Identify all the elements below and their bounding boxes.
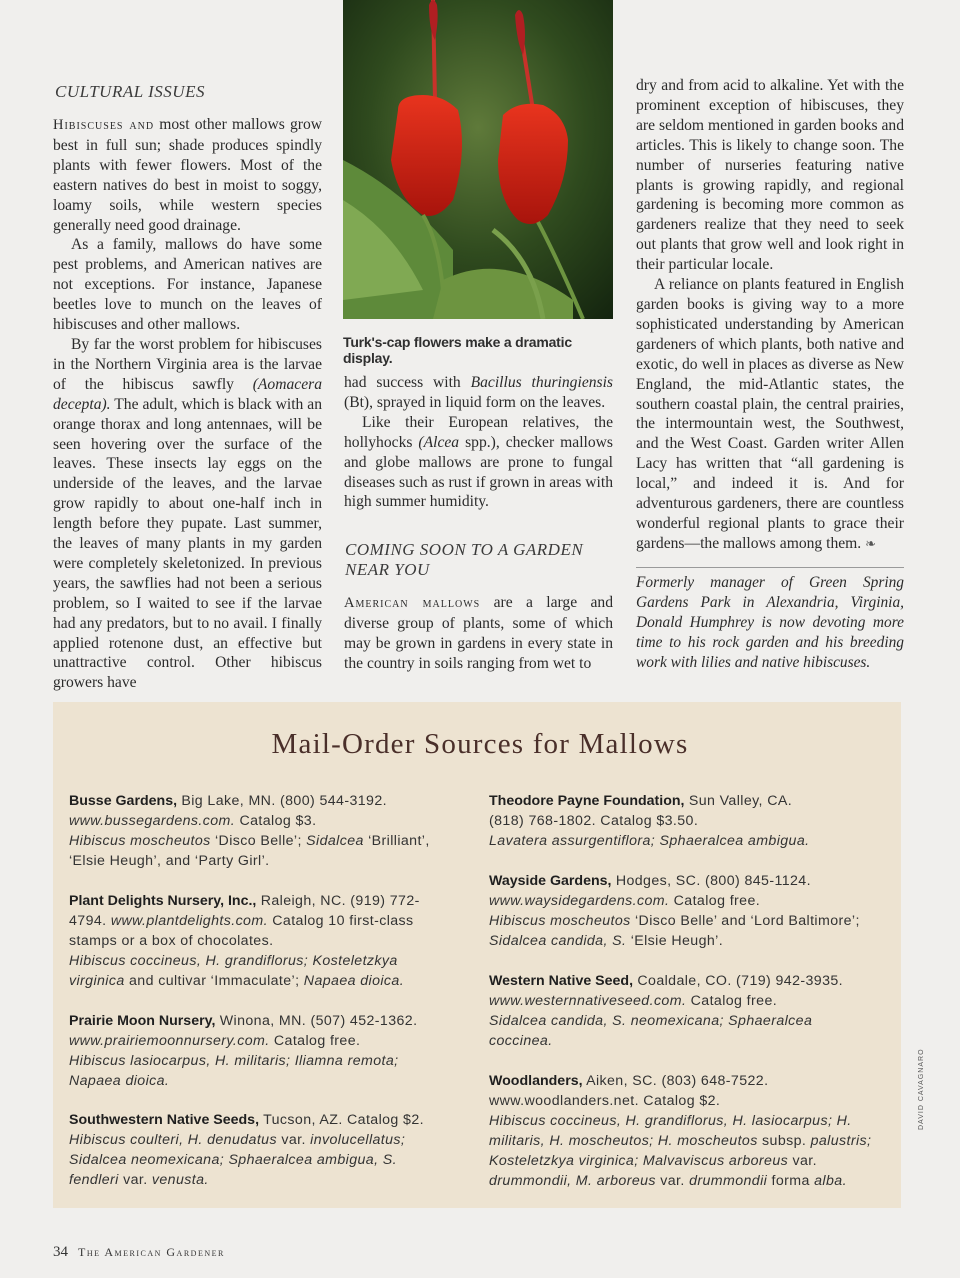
paragraph — [636, 275, 904, 554]
source-name: Wayside Gardens, — [489, 873, 612, 889]
plant-list: ‘Elsie Heugh’. — [626, 933, 724, 949]
source-name: Woodlanders, — [489, 1073, 583, 1089]
plant-list: drummondii, M. arboreus — [489, 1173, 656, 1189]
plant-list: var. — [118, 1172, 152, 1188]
plant-list: involucellatus; Sidalcea neomexicana; Sphaeralcea ambigua, S. fendleri — [69, 1132, 406, 1188]
plant-list: ‘Disco Belle’; — [210, 833, 307, 849]
source-name: Busse Gardens, — [69, 793, 178, 809]
plant-list: Sidalcea — [306, 833, 364, 849]
turks-cap-photo — [343, 0, 613, 319]
plant-list: Hibiscus lasiocarpus, H. militaris; Iliamna remota; Napaea dioica. — [69, 1053, 399, 1089]
source-catalog: Catalog $3. — [235, 813, 317, 829]
paragraph-text: are a large and diverse group of plants, some of which may be grown in gardens in every state in the country in soils ranging from wet to — [344, 594, 613, 672]
latin-name: (Alcea — [418, 433, 460, 451]
article-column-right — [636, 76, 904, 554]
plant-list: Hibiscus coccineus, H. grandiflorus; Kosteletzkya virginica — [69, 953, 398, 989]
paragraph-text: spp.), checker mallows and globe mallows are prone to fungal diseases such as rust if grown in areas with high summer humidity. — [344, 433, 613, 511]
paragraph — [344, 373, 613, 413]
paragraph: As a family, mallows do have some pest problems, and American natives are not exceptions. For instance, Japanese beetles love to munch on the leaves of hibiscuses and other mallows. — [53, 236, 322, 334]
source-info: Hodges, SC. (800) 845-1124. — [611, 873, 811, 889]
paragraph-text: The adult, which is black with an orange thorax and long antennaes, will be seen hovering over the surface of the leaves. These insects lay eggs on the underside of the leaves, and the larvae grow rapidly to about one-half inch in length before they pupate. Last summer, the leaves of many plants in my garden were completely skeletonized. In previous years, the sawflies had not been a serious problem, so I waited to see if the larvae had any predators, but to no avail. I finally applied rotenone dust, an effective but unattractive control. Other hibiscus growers have — [53, 395, 322, 692]
paragraph-text: most other mallows grow best in full sun; shade produces spindly plants with fewer flowers. Most of the eastern natives do best in moist to soggy, loamy soils, while western species generally need good drainage. — [53, 116, 323, 234]
source-website[interactable]: www.bussegardens.com. — [69, 813, 236, 829]
plant-list: var. — [655, 1173, 690, 1189]
section-heading-coming-soon: COMING SOON TO A GARDEN NEAR YOU — [345, 540, 584, 579]
source-busse — [69, 791, 464, 871]
sidebar-title: Mail-Order Sources for Mallows — [271, 728, 689, 760]
source-name: Prairie Moon Nursery, — [69, 1013, 216, 1029]
plant-list: forma — [767, 1173, 815, 1189]
source-info: Winona, MN. (507) 452-1362. — [215, 1013, 418, 1029]
paragraph-text: had success with — [344, 374, 471, 391]
paragraph — [344, 593, 613, 674]
source-website[interactable]: www.plantdelights.com. — [110, 913, 268, 929]
paragraph — [344, 413, 613, 513]
article-column-middle — [344, 373, 613, 512]
bio-divider — [636, 567, 904, 568]
plant-list: subsp. — [757, 1133, 811, 1149]
source-info: Coaldale, CO. (719) 942-3935. — [633, 973, 843, 989]
end-mark-icon: ❧ — [865, 535, 877, 551]
article-column-left — [53, 115, 322, 693]
plant-list: Napaea dioica. — [303, 973, 405, 989]
lead-in: Hibiscuses and — [53, 117, 155, 133]
source-name: Southwestern Native Seeds, — [69, 1112, 260, 1128]
plant-list: palustris; Kosteletzkya virginica; Malvaviscus arboreus — [489, 1133, 872, 1169]
plant-list: Hibiscus moscheutos — [489, 913, 631, 929]
source-website[interactable]: www.westernnativeseed.com. — [489, 993, 687, 1009]
source-catalog: (818) 768-1802. Catalog $3.50. — [489, 813, 699, 829]
source-theodore-payne — [489, 791, 884, 851]
source-info: Tucson, AZ. Catalog $2. — [259, 1112, 424, 1128]
plant-list: var. — [788, 1153, 817, 1169]
plant-list: Sidalcea candida, S. neomexicana; Sphaeralcea coccinea. — [489, 1013, 813, 1049]
latin-name: (Aomacera decepta). — [53, 375, 322, 413]
paragraph-text: Like their European relatives, the hollyhocks — [344, 413, 613, 451]
source-name: Western Native Seed, — [489, 973, 634, 989]
page-footer — [53, 1244, 225, 1261]
section-heading-cultural-issues: CULTURAL ISSUES — [55, 82, 205, 101]
source-prairie-moon — [69, 1011, 454, 1091]
photo-caption: Turk's-cap flowers make a dramatic display. — [343, 334, 572, 366]
paragraph-text: (Bt), sprayed in liquid form on the leaves. — [344, 393, 606, 411]
page-number: 34 — [53, 1244, 68, 1260]
source-name: Theodore Payne Foundation, — [489, 793, 685, 809]
source-website[interactable]: www.woodlanders.net. Catalog $2. — [489, 1093, 721, 1109]
source-wayside — [489, 871, 884, 951]
photo-credit: DAVID CAVAGNARO — [918, 1048, 925, 1130]
plant-list: alba. — [814, 1173, 847, 1189]
source-website[interactable]: www.waysidegardens.com. — [489, 893, 670, 909]
source-catalog: Catalog 10 first-class stamps or a box of chocolates. — [69, 913, 414, 949]
plant-list: Hibiscus coulteri, H. denudatus — [69, 1132, 277, 1148]
latin-name: Bacillus thuringiensis — [470, 374, 613, 391]
paragraph — [53, 115, 322, 235]
paragraph — [53, 335, 322, 693]
source-info: Big Lake, MN. (800) 544-3192. — [177, 793, 387, 809]
author-bio: Formerly manager of Green Spring Gardens Park in Alexandria, Virginia, Donald Humphrey is now devoting more time to his rock garden and his breeding work with lilies and native hibiscuses. — [636, 574, 904, 671]
plant-list: Hibiscus coccineus, H. grandiflorus, H. lasiocarpus; H. militaris, H. moscheutos; H. moscheutos — [489, 1113, 852, 1149]
article-column-middle-lower — [344, 593, 613, 674]
source-website[interactable]: www.prairiemoonnursery.com. — [69, 1033, 270, 1049]
lead-in: American mallows — [344, 595, 481, 611]
plant-list: Hibiscus moscheutos — [69, 833, 211, 849]
source-catalog: Catalog free. — [669, 893, 761, 909]
plant-list: ‘Brilliant’, ‘Elsie Heugh’, and ‘Party Girl’. — [69, 833, 430, 869]
source-southwestern — [69, 1110, 444, 1190]
paragraph-text: By far the worst problem for hibiscuses in the Northern Virginia area is the larvae of the hibiscus sawfly — [53, 335, 322, 393]
source-plant-delights — [69, 891, 444, 991]
source-info: Sun Valley, CA. — [684, 793, 793, 809]
paragraph: dry and from acid to alkaline. Yet with the prominent exception of hibiscuses, they are seldom mentioned in garden books and articles. This is likely to change soon. The number of nurseries featuring native plants is growing rapidly, and regional gardening is becoming more common as gardeners realize that they need to seek out plants that grow well and look right in their particular locale. — [636, 77, 904, 274]
source-catalog: Catalog free. — [686, 993, 778, 1009]
source-catalog: Catalog free. — [269, 1033, 361, 1049]
magazine-name: The American Gardener — [78, 1245, 225, 1259]
source-woodlanders — [489, 1071, 879, 1191]
source-info: Raleigh, NC. (919) 772-4794. — [69, 893, 420, 929]
plant-list: Lavatera assurgentiflora; Sphaeralcea ambigua. — [489, 833, 810, 849]
source-western-native — [489, 971, 864, 1051]
plant-list: ‘Disco Belle’ and ‘Lord Baltimore’; — [630, 913, 860, 929]
paragraph-text: A reliance on plants featured in English garden books is giving way to a more sophisticated understanding by American gardeners of which plants, both native and exotic, do well in places as diverse as New England, the mid-Atlantic states, the southern coastal plain, the central prairies, the intermountain west, the Southwest, and the West Coast. Garden writer Allen Lacy has written that “all gardening is local,” and indeed it is. And for adventurous gardeners, there are countless wonderful regional plants to grace their gardens—the mallows among them. — [636, 276, 904, 552]
plant-list: venusta. — [151, 1172, 209, 1188]
source-name: Plant Delights Nursery, Inc., — [69, 893, 257, 909]
plant-list: Sidalcea candida, S. — [489, 933, 627, 949]
plant-list: var. — [276, 1132, 311, 1148]
plant-list: and cultivar ‘Immaculate’; — [124, 973, 304, 989]
plant-list: drummondii — [689, 1173, 768, 1189]
source-info: Aiken, SC. (803) 648-7522. — [582, 1073, 769, 1089]
